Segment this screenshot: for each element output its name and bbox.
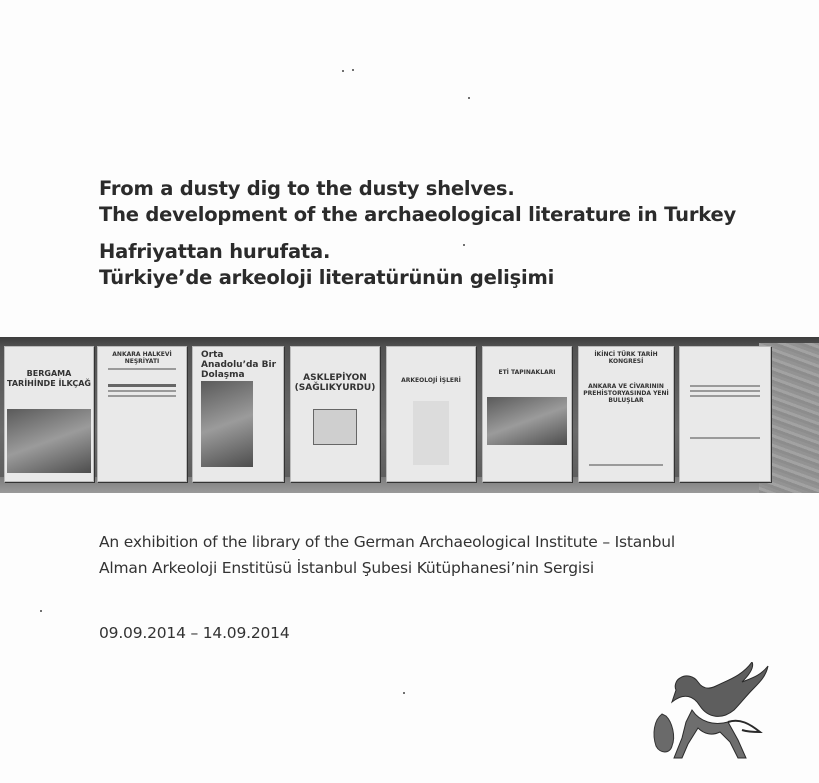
speck (40, 610, 42, 612)
text-line (690, 437, 760, 439)
book-illustration (7, 409, 91, 473)
book-title: Orta Anadolu’da Bir Dolaşma (201, 350, 277, 380)
text-line (690, 390, 760, 392)
text-line (108, 390, 176, 392)
text-line (690, 395, 760, 397)
book-shelf-photo (0, 337, 819, 493)
book-cover (4, 346, 94, 482)
text-line (108, 368, 176, 370)
book-title: İKİNCİ TÜRK TARİH KONGRESİ (594, 351, 658, 365)
exhibition-dates: 09.09.2014 – 14.09.2014 (99, 624, 290, 642)
title-tr-line-2: Türkiye’de arkeoloji literatürünün gelişimi (99, 266, 555, 289)
book-title: ASKLEPİYON (SAĞLIKYURDU) (294, 373, 376, 393)
exhibition-title-block (99, 176, 799, 291)
title-tr-line-1: Hafriyattan hurufata. (99, 240, 331, 263)
book-title: ANKARA HALKEVİ NEŞRİYATI (112, 351, 172, 365)
text-line (108, 395, 176, 397)
book-illustration (201, 381, 253, 467)
book-cover (578, 346, 674, 482)
book-title: BERGAMA TARİHİNDE İLKÇAĞ (7, 369, 91, 388)
text-line (589, 464, 663, 466)
book-illustration (413, 401, 449, 465)
title-en-line-2: The development of the archaeological literature in Turkey (99, 203, 737, 226)
book-cover (97, 346, 187, 482)
exhibition-subtitle-en: An exhibition of the library of the German Archaeological Institute – Istanbul (99, 533, 676, 551)
exhibition-subtitle-tr: Alman Arkeoloji Enstitüsü İstanbul Şubesi Kütüphanesi’nin Sergisi (99, 559, 594, 577)
book-title: ETİ TAPINAKLARI (498, 369, 556, 376)
book-cover (386, 346, 476, 482)
speck (342, 70, 344, 72)
book-illustration (313, 409, 357, 445)
book-cover (192, 346, 284, 482)
speck (468, 97, 470, 99)
speck (403, 692, 405, 694)
book-cover (679, 346, 771, 482)
text-line (690, 385, 760, 387)
book-title: ARKEOLOJİ İŞLERİ (401, 377, 461, 384)
book-cover (482, 346, 572, 482)
book-cover (290, 346, 380, 482)
speck (352, 69, 354, 71)
book-title: ANKARA VE CİVARININ PREHİSTORYASINDA YENİ BULUŞLAR (583, 383, 669, 404)
griffin-icon (642, 662, 770, 762)
book-illustration (487, 397, 567, 445)
text-line (108, 384, 176, 387)
title-en-line-1: From a dusty dig to the dusty shelves. (99, 177, 515, 200)
